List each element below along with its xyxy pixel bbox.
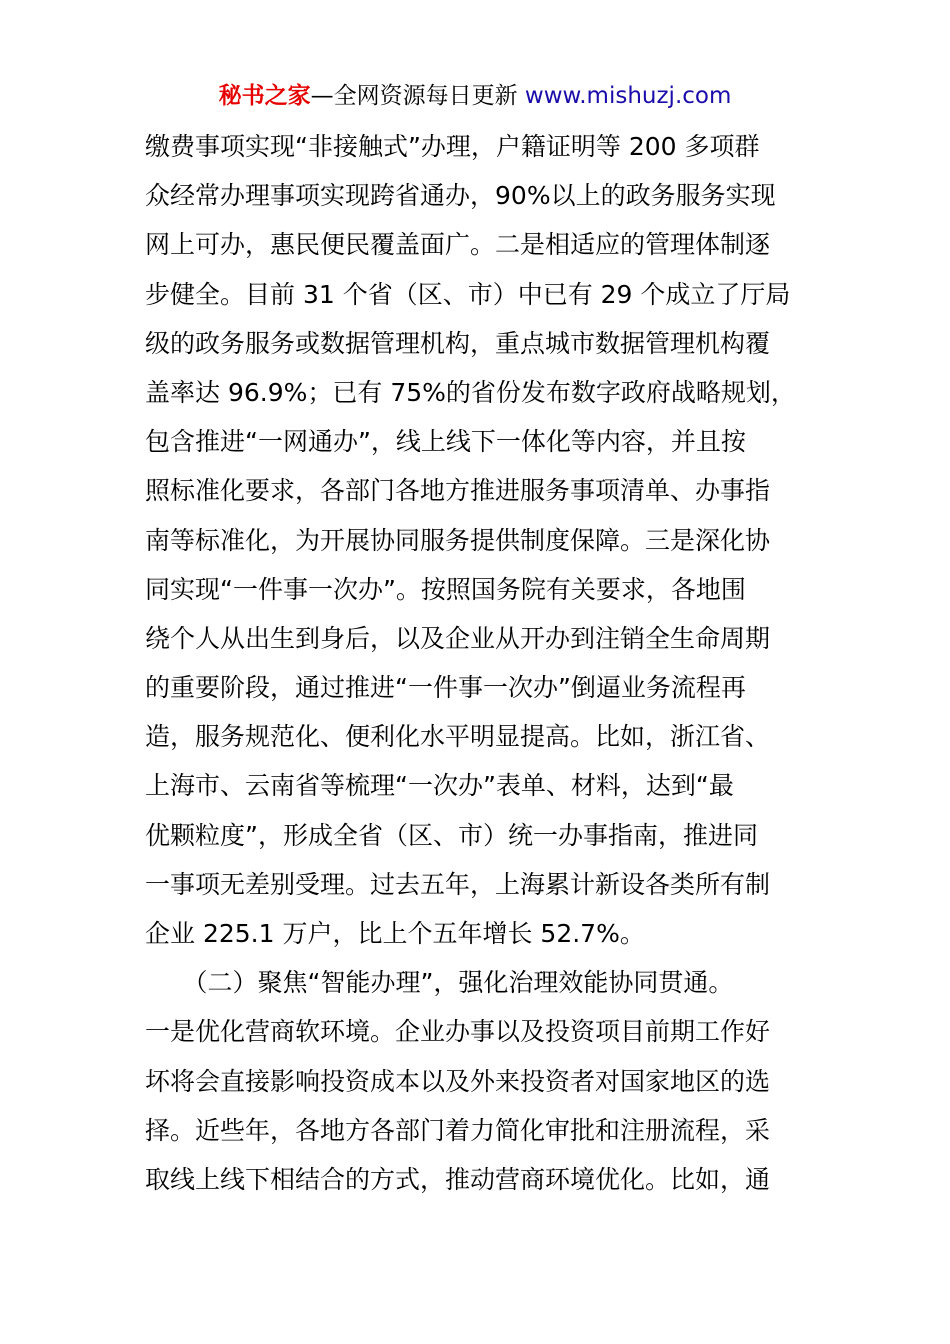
text-line: 同实现“一件事一次办”。按照国务院有关要求，各地围 [145, 574, 746, 604]
text-line: 盖率达 96.9%；已有 75%的省份发布数字政府战略规划， [145, 377, 796, 407]
text-line: 一事项无差别受理。过去五年，上海累计新设各类所有制 [145, 869, 771, 899]
text-line: 优颗粒度”，形成全省（区、市）统一办事指南，推进同 [145, 820, 758, 850]
text-line: 包含推进“一网通办”，线上线下一体化等内容，并且按 [145, 427, 746, 457]
text-line: 企业 225.1 万户，比上个五年增长 52.7%。 [145, 919, 645, 948]
text-line: 坏将会直接影响投资成本以及外来投资者对国家地区的选 [145, 1066, 771, 1096]
body-text [145, 122, 810, 1204]
text-line: 上海市、云南省等梳理“一次办”表单、材料，达到“最 [145, 771, 734, 801]
header-slogan: —全网资源每日更新 [310, 83, 525, 109]
text-line: 绕个人从出生到身后，以及企业从开办到注销全生命周期 [145, 623, 771, 653]
text-line: 步健全。目前 31 个省（区、市）中已有 29 个成立了厅局 [145, 279, 791, 309]
text-line: 一是优化营商软环境。企业办事以及投资项目前期工作好 [145, 1017, 771, 1047]
text-line: 取线上线下相结合的方式，推动营商环境优化。比如，通 [145, 1164, 771, 1194]
text-line: 缴费事项实现“非接触式”办理，户籍证明等 200 多项群 [145, 132, 760, 161]
text-line: 网上可办，惠民便民覆盖面广。二是相适应的管理体制逐 [145, 230, 771, 260]
text-line: 择。近些年，各地方各部门着力简化审批和注册流程，采 [145, 1115, 771, 1145]
text-line: 南等标准化，为开展协同服务提供制度保障。三是深化协 [145, 525, 771, 555]
text-line: 级的政务服务或数据管理机构，重点城市数据管理机构覆 [145, 328, 771, 358]
brand-name: 秘书之家 [218, 83, 311, 109]
site-header [0, 80, 950, 112]
text-line: 的重要阶段，通过推进“一件事一次办”倒逼业务流程再 [145, 673, 746, 703]
site-url-link[interactable]: www.mishuzj.com [524, 83, 732, 109]
text-line: 众经常办理事项实现跨省通办，90%以上的政务服务实现 [145, 181, 776, 211]
text-line: 造，服务规范化、便利化水平明显提高。比如，浙江省、 [145, 722, 771, 752]
section-heading: （二）聚焦“智能办理”，强化治理效能协同贯通。 [145, 968, 734, 998]
text-line: 照标准化要求，各部门各地方推进服务事项清单、办事指 [145, 476, 771, 506]
